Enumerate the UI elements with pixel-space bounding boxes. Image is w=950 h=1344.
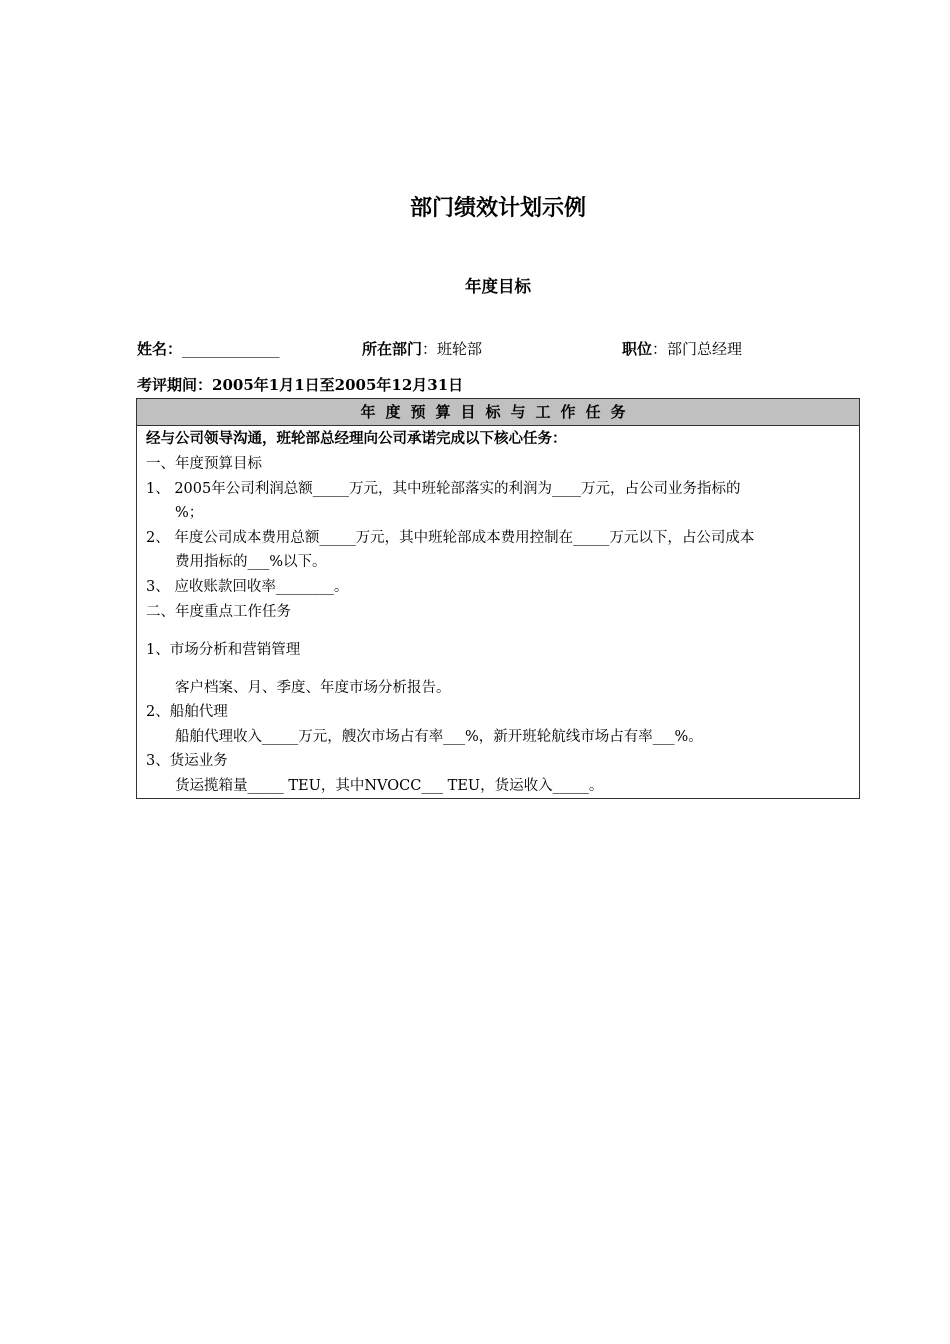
task-2-detail: 船舶代理收入_____万元，艘次市场占有率___%，新开班轮航线市场占有率___%。: [175, 729, 703, 745]
document-subtitle: 年度目标: [465, 277, 531, 296]
period-value: 2005年1月1日至2005年12月31日: [212, 376, 464, 394]
department-label: 所在部门: [362, 340, 423, 358]
budget-item-2-cont: 费用指标的___%以下。: [175, 554, 327, 570]
budget-item-1: 1、 2005年公司利润总额_____万元，其中班轮部落实的利润为____万元，占公司业务指标的: [146, 481, 741, 497]
name-field: [137, 337, 280, 361]
task-1-heading: 1、市场分析和营销管理: [146, 642, 301, 658]
evaluation-period: [137, 373, 463, 397]
budget-item-2: 2、 年度公司成本费用总额_____万元，其中班轮部成本费用控制在_____万元以下，占公司成本: [146, 530, 755, 546]
section-budget-heading: 一、年度预算目标: [146, 456, 262, 472]
table-header: 年度预算目标与工作任务: [137, 399, 859, 426]
budget-item-1-cont: %；: [175, 505, 204, 521]
budget-item-3: 3、 应收账款回收率________。: [146, 579, 349, 595]
position-label: 职位: [622, 340, 653, 358]
position-value: ：部门总经理: [652, 340, 743, 358]
position-field: [622, 337, 742, 361]
commitment-line: 经与公司领导沟通，班轮部总经理向公司承诺完成以下核心任务：: [146, 431, 567, 447]
task-1-detail: 客户档案、月、季度、年度市场分析报告。: [175, 680, 451, 696]
department-field: [362, 337, 482, 361]
task-2-heading: 2、船舶代理: [146, 704, 228, 720]
task-3-detail: 货运揽箱量_____ TEU，其中NVOCC___ TEU，货运收入_____。: [175, 778, 604, 794]
document-title: 部门绩效计划示例: [409, 196, 586, 221]
name-label: 姓名：: [137, 340, 183, 358]
task-table: [136, 398, 860, 799]
section-tasks-heading: 二、年度重点工作任务: [146, 604, 291, 620]
period-label: 考评期间：: [137, 376, 213, 394]
name-value: _____________: [182, 340, 280, 358]
department-value: ：班轮部: [422, 340, 483, 358]
task-3-heading: 3、货运业务: [146, 753, 228, 769]
